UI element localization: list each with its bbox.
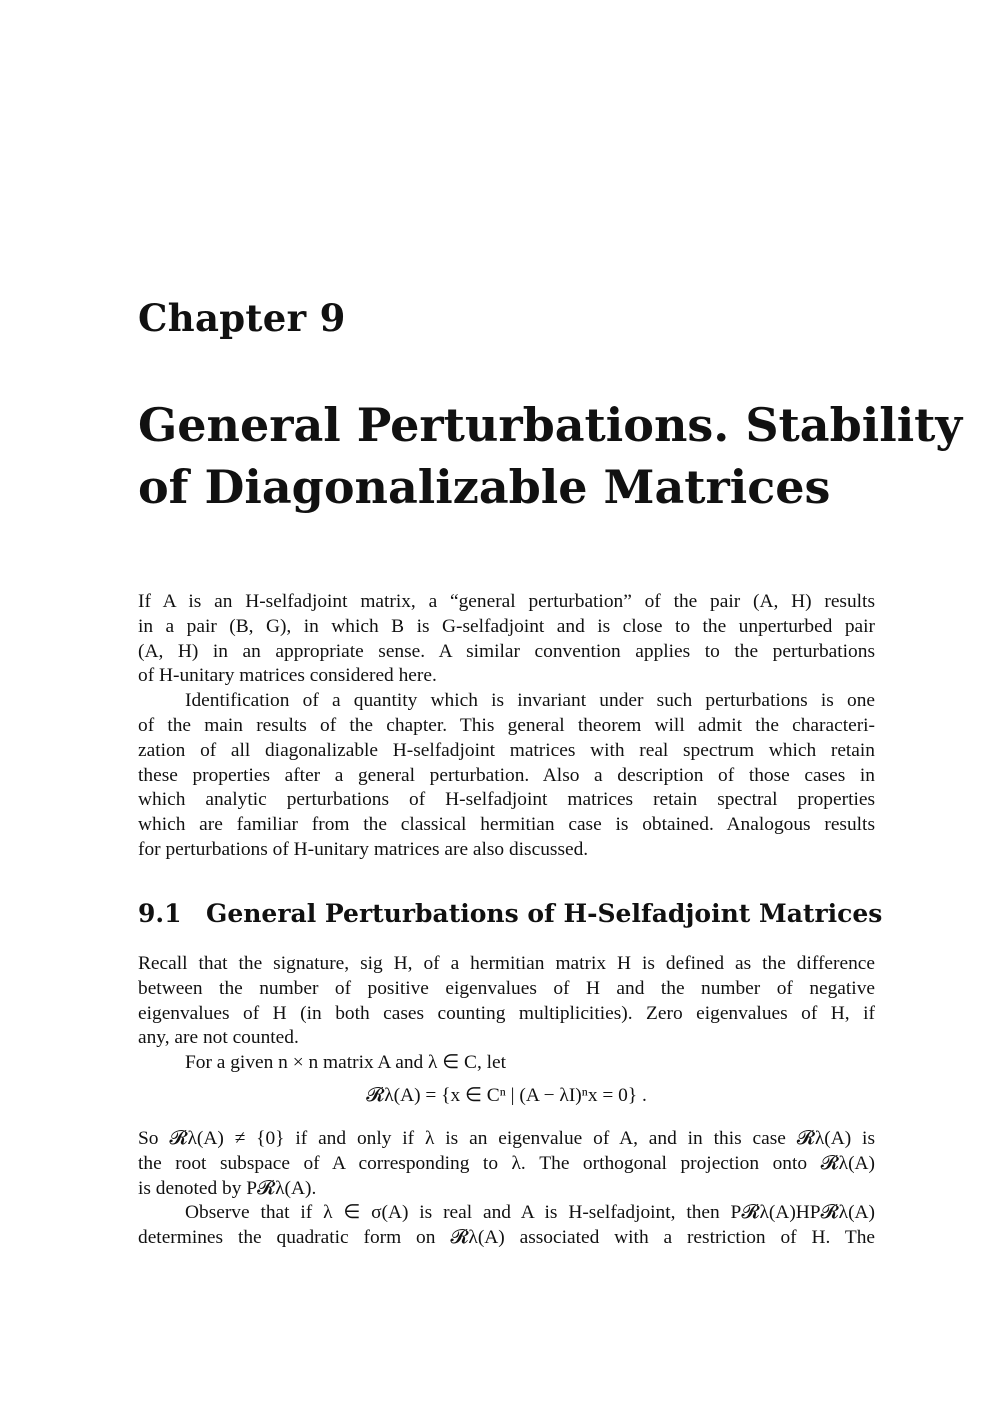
intro-paragraphs [138, 590, 875, 863]
text-line: So 𝓡λ(A) ≠ {0} if and only if λ is an eigenvalue of A, and in this case 𝓡λ(A) is [138, 1128, 875, 1149]
section-number: 9.1 [138, 899, 182, 928]
text-line: Observe that if λ ∈ σ(A) is real and A is H-selfadjoint, then P𝓡λ(A)HP𝓡λ(A) [185, 1202, 875, 1224]
text-line: Recall that the signature, sig H, of a hermitian matrix H is defined as the difference [138, 953, 875, 974]
text-line: is denoted by P𝓡λ(A). [138, 1177, 317, 1199]
text-line: the root subspace of A corresponding to λ. The orthogonal projection onto 𝓡λ(A) [138, 1152, 875, 1174]
text-line: of H-unitary matrices considered here. [138, 665, 437, 687]
section-paragraphs [138, 952, 875, 1116]
section-paragraphs-continued [138, 1127, 875, 1251]
text-line: of the main results of the chapter. This general theorem will admit the characteri- [138, 714, 875, 736]
text-line: which analytic perturbations of H-selfadjoint matrices retain spectral properties [138, 789, 875, 811]
section-title: General Perturbations of H-Selfadjoint Matrices [206, 899, 883, 928]
text-line: zation of all diagonalizable H-selfadjoint matrices with real spectrum which retain [138, 739, 875, 761]
text-line: for perturbations of H-unitary matrices are also discussed. [138, 838, 589, 860]
text-line: which are familiar from the classical hermitian case is obtained. Analogous results [138, 814, 875, 836]
chapter-label: Chapter 9 [138, 296, 346, 340]
display-equation: 𝓡λ(A) = {x ∈ Cⁿ | (A − λI)ⁿx = 0} . [366, 1084, 647, 1106]
text-line: Identification of a quantity which is invariant under such perturbations is one [185, 690, 875, 712]
text-line: between the number of positive eigenvalues of H and the number of negative [138, 977, 875, 999]
chapter-title-line-2: of Diagonalizable Matrices [138, 460, 831, 514]
text-line: in a pair (B, G), in which B is G-selfadjoint and is close to the unperturbed pair [138, 615, 875, 637]
section-heading [138, 899, 883, 928]
text-line: (A, H) in an appropriate sense. A similar convention applies to the perturbations [138, 640, 875, 662]
text-line: determines the quadratic form on 𝓡λ(A) associated with a restriction of H. The [138, 1227, 875, 1249]
text-line: For a given n × n matrix A and λ ∈ C, let [185, 1052, 507, 1074]
chapter-title [138, 394, 963, 518]
text-line: any, are not counted. [138, 1027, 299, 1049]
text-line: eigenvalues of H (in both cases counting multiplicities). Zero eigenvalues of H, if [138, 1002, 875, 1024]
text-line: If A is an H-selfadjoint matrix, a “general perturbation” of the pair (A, H) results [138, 591, 875, 612]
chapter-title-line-1: General Perturbations. Stability [138, 398, 963, 452]
text-line: these properties after a general perturbation. Also a description of those cases in [138, 764, 875, 786]
